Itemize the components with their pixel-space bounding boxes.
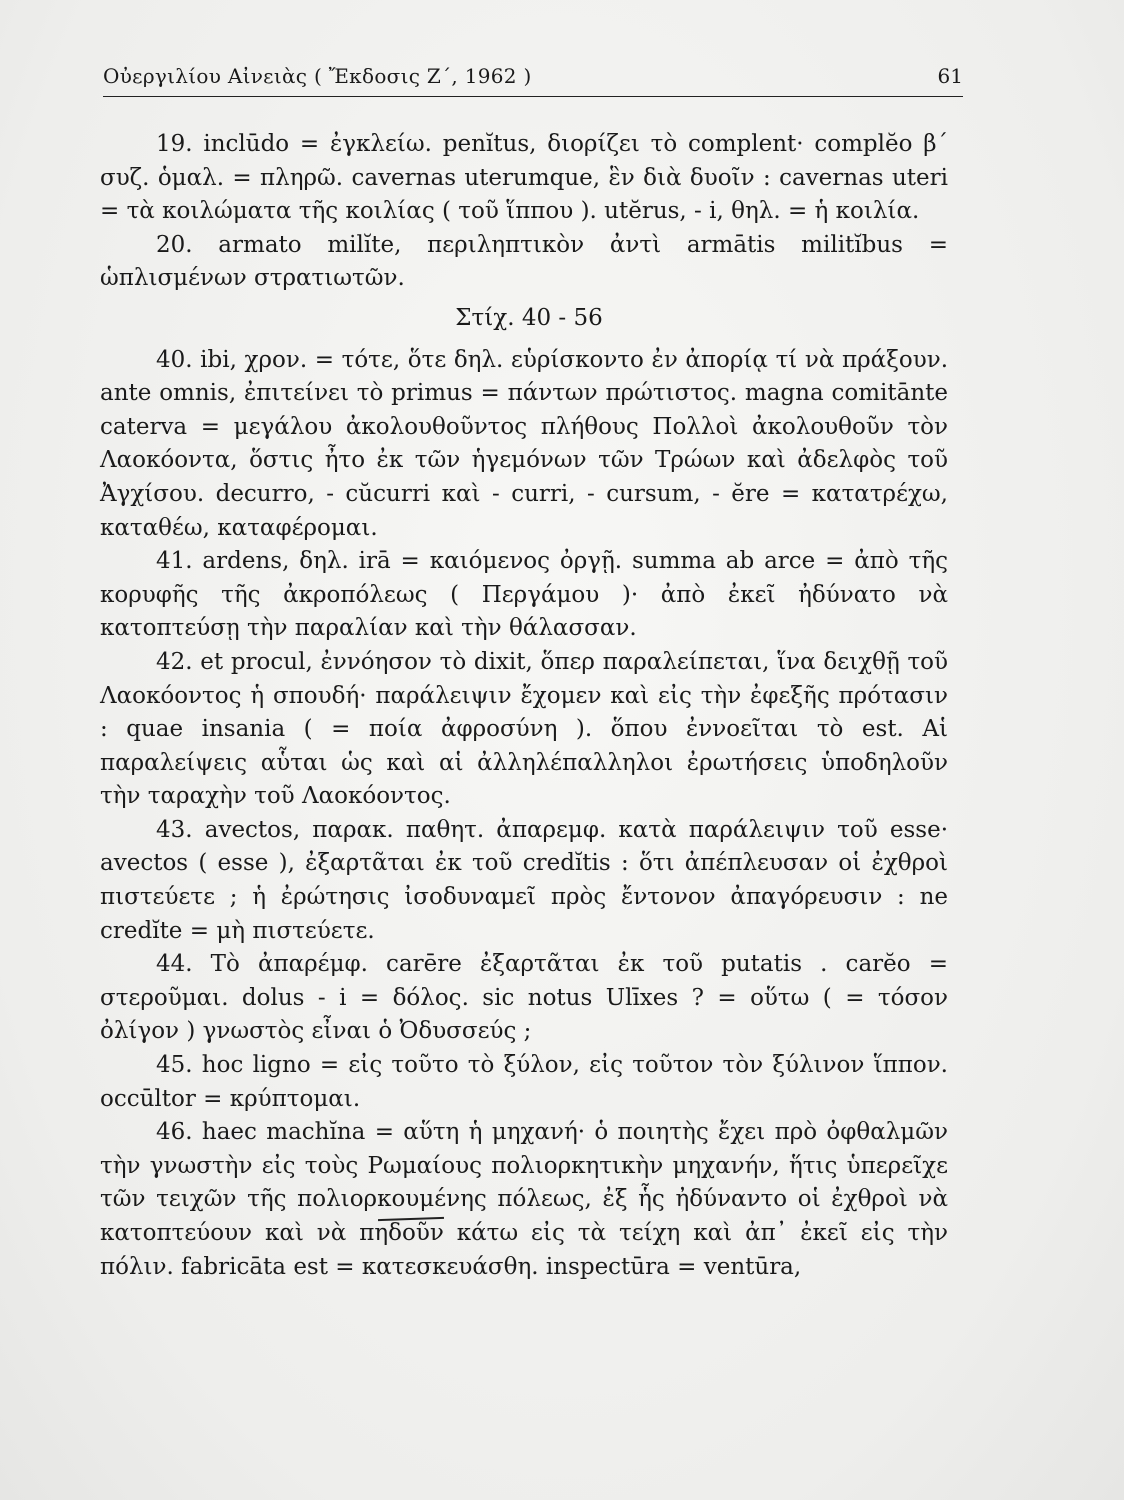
- page-number: 61: [937, 64, 963, 88]
- header-title: Οὐεργιλίου Αἰνειὰς ( Ἔκδοσις Ζ΄, 1962 ): [103, 64, 532, 88]
- entry-40: 40. ibi, χρον. = τότε, ὅτε δηλ. εὑρίσκοντο ἐν ἀπορίᾳ τί νὰ πράξουν. ante omnis, ἐπιτείνει τὸ primus = πάντων πρώτιστος. magna comitānte caterva = μεγάλου ἀκολουθοῦντος πλήθους Πολλοὶ ἀκολουθοῦν τὸν Λαοκόοντα, ὅστις ἦτο ἐκ τῶν ἡγεμόνων τῶν Τρώων καὶ ἀδελφὸς τοῦ Ἀγχίσου. decurro, - cŭcurri καὶ - curri, - cursum, - ĕre = κατατρέχω, καταθέω, καταφέρομαι.: [100, 346, 948, 541]
- entry-41: 41. ardens, δηλ. irā = καιόμενος ὀργῇ. summa ab arce = ἀπὸ τῆς κορυφῆς τῆς ἀκροπόλεως ( Περγάμου )· ἀπὸ ἐκεῖ ἠδύνατο νὰ κατοπτεύσῃ τὴν παραλίαν καὶ τὴν θάλασσαν.: [100, 548, 948, 642]
- entry-43: 43. avectos, παρακ. παθητ. ἀπαρεμφ. κατὰ παράλειψιν τοῦ esse· avectos ( esse ), ἐξαρτᾶται ἐκ τοῦ credĭtis : ὅτι ἀπέπλευσαν οἱ ἐχθροὶ πιστεύετε ; ἡ ἐρώτησις ἰσοδυναμεῖ πρὸς ἔντονον ἀπαγόρευσιν : ne credĭte = μὴ πιστεύετε.: [100, 816, 948, 944]
- running-header: [103, 60, 963, 100]
- entry-42: 42. et procul, ἐννόησον τὸ dixit, ὅπερ παραλείπεται, ἵνα δειχθῇ τοῦ Λαοκόοντος ἡ σπουδή· παράλειψιν ἔχομεν καὶ εἰς τὴν ἐφεξῆς πρότασιν : quae insania ( = ποία ἀφροσύνη ). ὅπου ἐννοεῖται τὸ est. Αἱ παραλείψεις αὗται ὡς καὶ αἱ ἀλληλέπαλληλοι ἐρωτήσεις ὑποδηλοῦν τὴν ταραχὴν τοῦ Λαοκόοντος.: [100, 648, 948, 810]
- section-heading: Στίχ. 40 - 56: [455, 304, 603, 331]
- header-rule: [103, 96, 963, 97]
- commentary-body: [100, 128, 948, 1284]
- entry-45: 45. hoc ligno = εἰς τοῦτο τὸ ξύλον, εἰς τοῦτον τὸν ξύλινον ἵππον. occūltor = κρύπτομαι.: [100, 1052, 948, 1112]
- entry-19: 19. inclūdo = ἐγκλείω. penĭtus, διορίζει τὸ complent· complĕo β΄ συζ. ὁμαλ. = πληρῶ. cavernas uterumque, ἓν διὰ δυοῖν : cavernas uteri = τὰ κοιλώματα τῆς κοιλίας ( τοῦ ἵππου ). utĕrus, - i, θηλ. = ἡ κοιλία.: [100, 131, 948, 225]
- entry-46: 46. haec machĭna = αὕτη ἡ μηχανή· ὁ ποιητὴς ἔχει πρὸ ὀφθαλμῶν τὴν γνωστὴν εἰς τοὺς Ρωμαίους πολιορκητικὴν μηχανήν, ἥτις ὑπερεῖχε τῶν τειχῶν τῆς πολιορκουμένης πόλεως, ἐξ ἧς ἠδύναντο οἱ ἐχθροὶ νὰ κατοπτεύουν καὶ νὰ πηδοῦν κάτω εἰς τὰ τείχη καὶ ἀπ᾽ ἐκεῖ εἰς τὴν πόλιν. fabricāta est = κατεσκευάσθη. inspectūra = ventūra,: [100, 1119, 948, 1280]
- entry-20: 20. armato milĭte, περιληπτικὸν ἀντὶ armātis militĭbus = ὡπλισμένων στρατιωτῶν.: [100, 231, 948, 292]
- entry-44: 44. Τὸ ἀπαρέμφ. carēre ἐξαρτᾶται ἐκ τοῦ putatis . carĕo = στεροῦμαι. dolus - i = δόλος. sic notus Ulīxes ? = οὕτω ( = τόσον ὀλίγον ) γνωστὸς εἶναι ὁ Ὀδυσσεύς ;: [100, 951, 948, 1045]
